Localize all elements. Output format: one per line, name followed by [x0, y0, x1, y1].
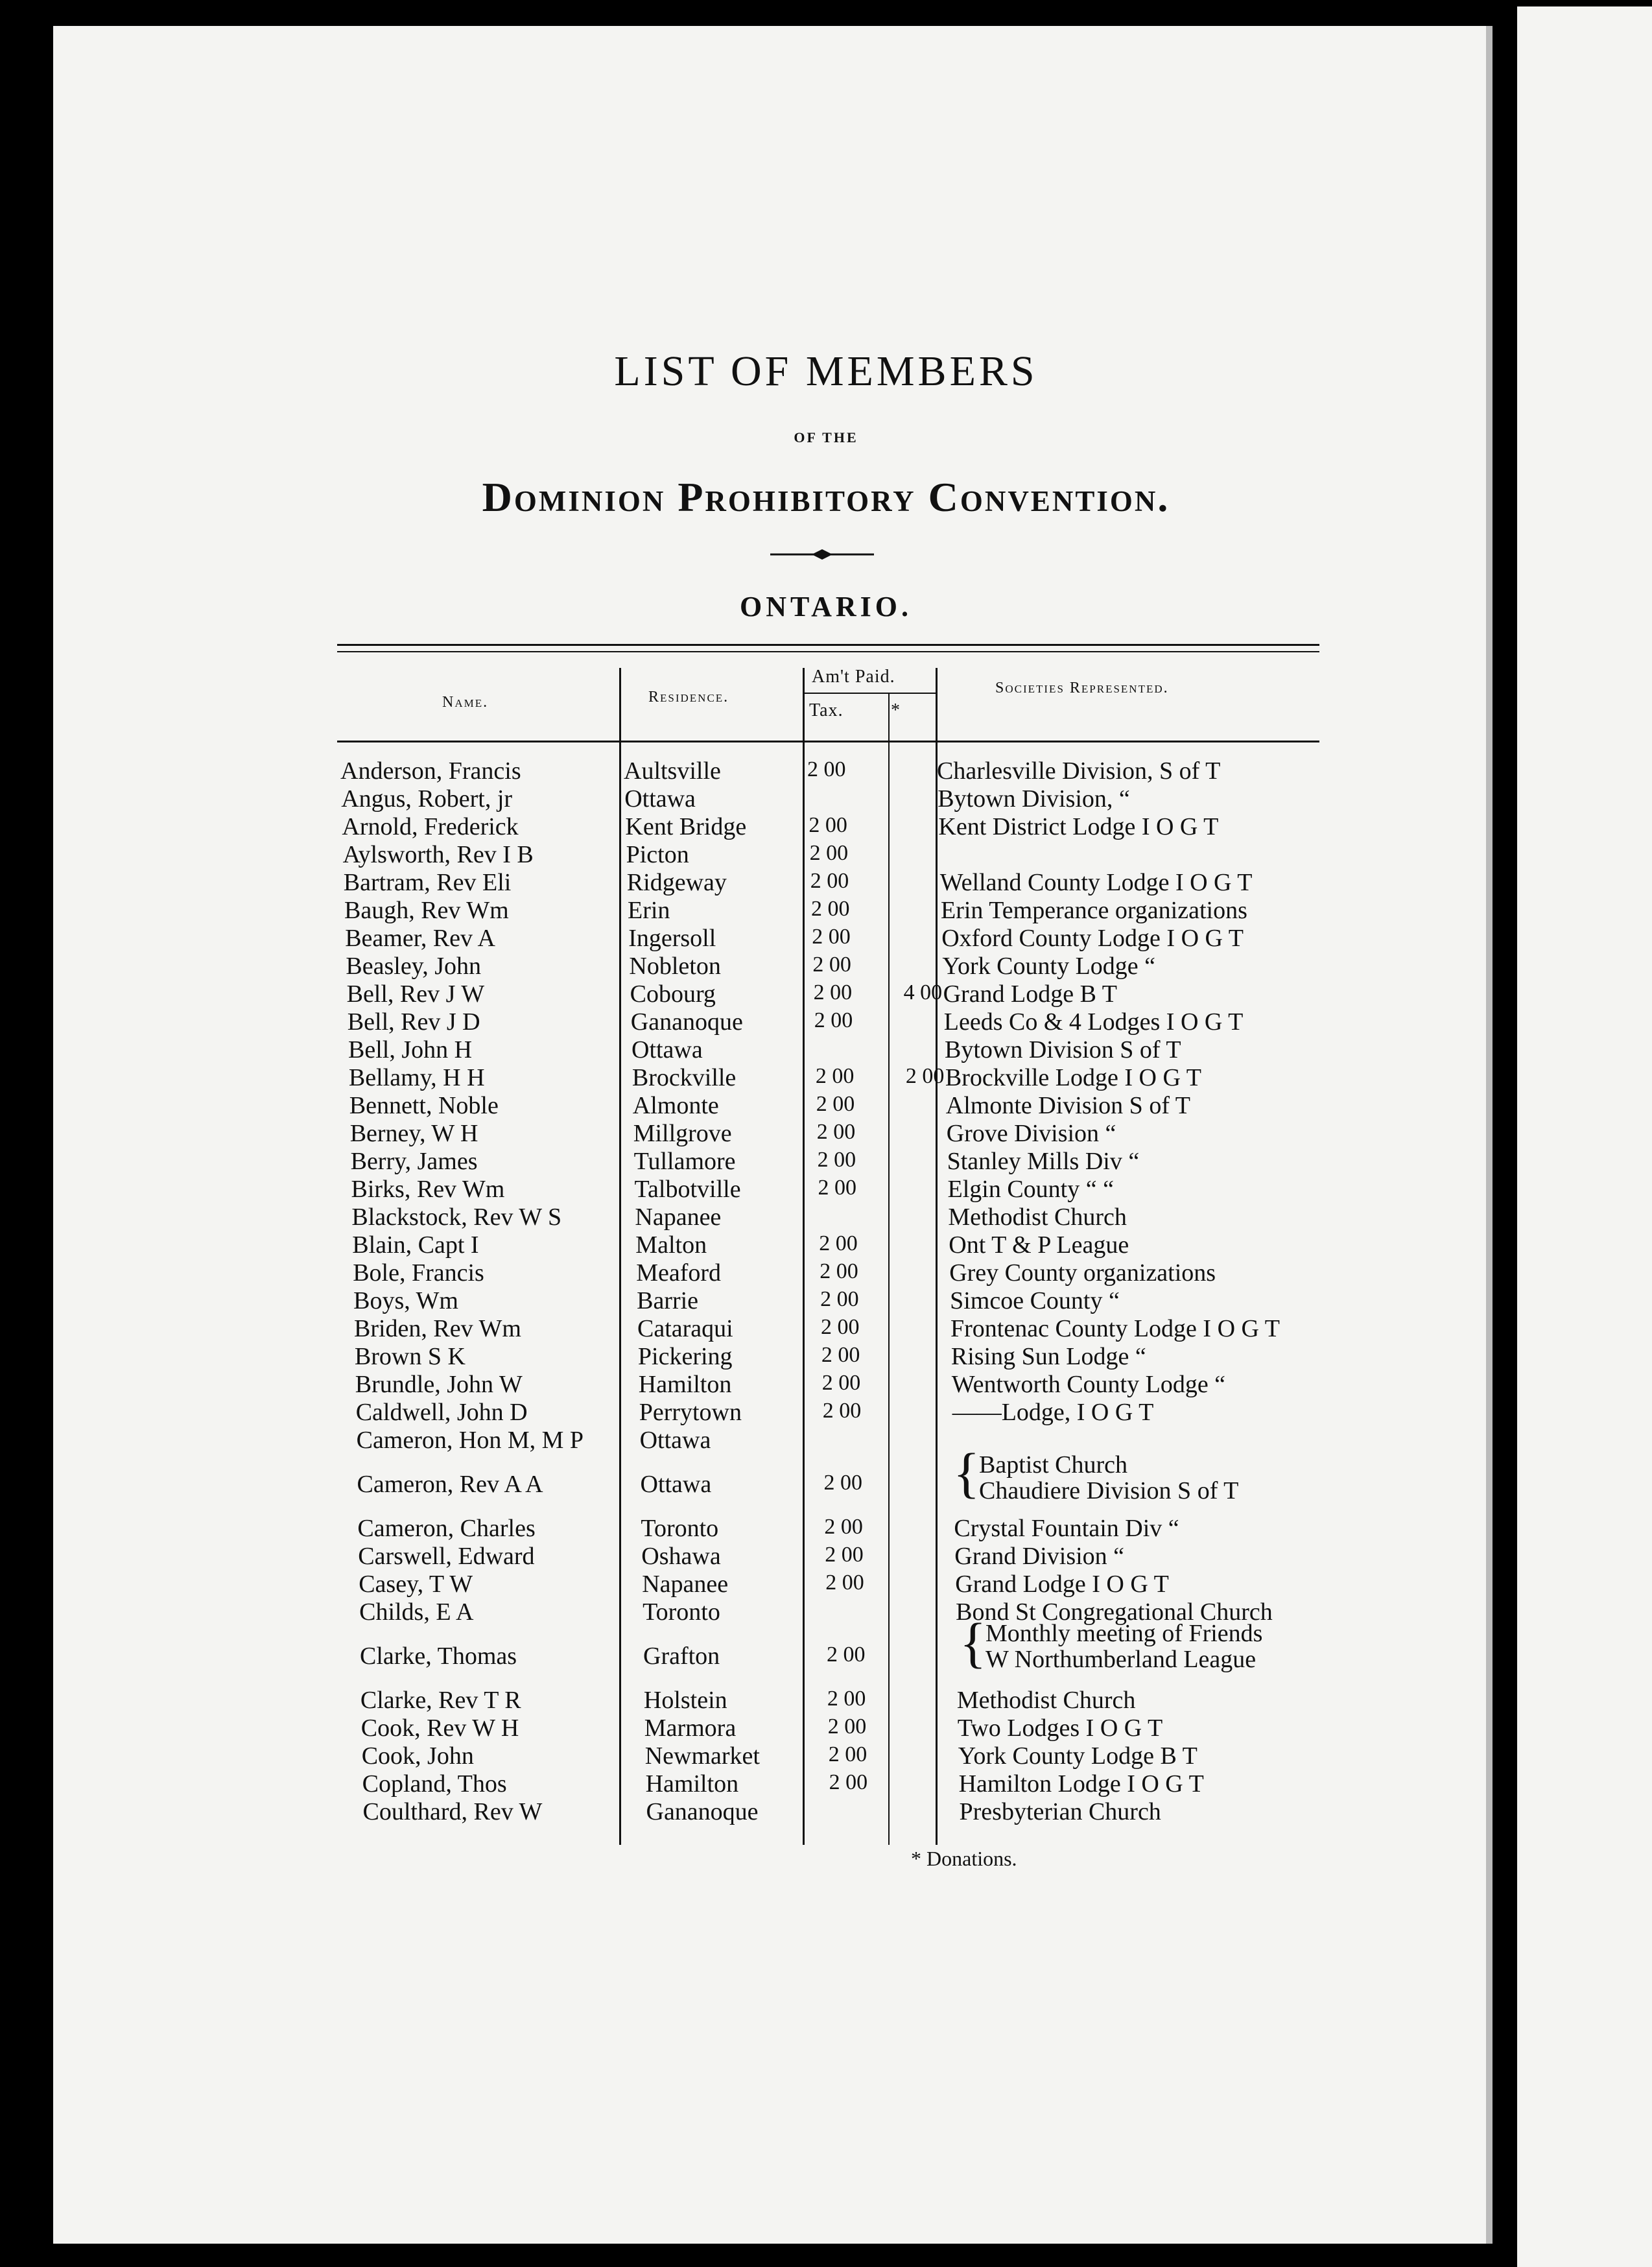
- member-society: Methodist Church: [948, 1204, 1127, 1231]
- member-society: Presbyterian Church: [959, 1798, 1161, 1825]
- member-society: Stanley Mills Div “: [947, 1148, 1140, 1175]
- member-residence: Tullamore: [633, 1148, 736, 1175]
- member-tax: 2 00: [816, 1092, 855, 1116]
- member-name: Caldwell, John D: [355, 1399, 528, 1426]
- member-residence: Malton: [635, 1231, 707, 1259]
- member-residence: Hamilton: [645, 1770, 739, 1798]
- member-society: Oxford County Lodge I O G T: [941, 925, 1244, 952]
- member-tax: 2 00: [817, 1148, 856, 1172]
- grouped-society-line: Monthly meeting of Friends: [985, 1620, 1263, 1647]
- member-name: Casey, T W: [359, 1571, 473, 1598]
- member-tax: 2 00: [810, 869, 849, 893]
- header-residence: Residence.: [648, 689, 729, 706]
- member-residence: Ottawa: [639, 1427, 711, 1454]
- table-top-rule-inner: [337, 651, 1319, 652]
- member-name: Bartram, Rev Eli: [343, 869, 512, 896]
- member-residence: Picton: [626, 841, 689, 868]
- member-donation: 2 00: [905, 1064, 945, 1088]
- member-tax: 2 00: [815, 1064, 855, 1088]
- member-name: Carswell, Edward: [358, 1543, 535, 1570]
- member-residence: Brockville: [631, 1064, 737, 1091]
- title-connector: OF THE: [794, 429, 858, 445]
- member-residence: Grafton: [643, 1643, 720, 1670]
- member-name: Childs, E A: [359, 1598, 474, 1626]
- region-heading: ONTARIO.: [740, 591, 912, 623]
- member-society: Leeds Co & 4 Lodges I O G T: [943, 1008, 1244, 1036]
- member-society: Two Lodges I O G T: [957, 1715, 1163, 1742]
- member-tax: 2 00: [811, 897, 850, 921]
- header-amount-paid: Am't Paid.: [812, 667, 895, 687]
- member-residence: Almonte: [632, 1092, 719, 1119]
- member-society: Grand Lodge I O G T: [955, 1571, 1169, 1598]
- member-tax: 2 00: [813, 980, 853, 1004]
- header-name: Name.: [442, 694, 489, 711]
- member-society: Rising Sun Lodge “: [950, 1343, 1146, 1370]
- member-name: Blackstock, Rev W S: [351, 1204, 562, 1231]
- tax-header-rule: [804, 693, 937, 694]
- member-donation: 4 00: [903, 980, 943, 1004]
- brace-icon: {: [960, 1611, 987, 1674]
- member-residence: Napanee: [642, 1571, 729, 1598]
- member-society: Grove Division “: [946, 1120, 1116, 1147]
- member-tax: 2 00: [827, 1643, 866, 1667]
- member-tax: 2 00: [820, 1287, 859, 1311]
- member-name: Baugh, Rev Wm: [344, 897, 509, 924]
- footnote-donations: * Donations.: [911, 1847, 1017, 1870]
- member-name: Cameron, Charles: [357, 1515, 536, 1542]
- member-residence: Marmora: [644, 1715, 737, 1742]
- member-name: Beasley, John: [346, 953, 482, 980]
- member-residence: Aultsville: [624, 757, 721, 785]
- column-divider-name: [619, 668, 621, 1845]
- member-name: Beamer, Rev A: [345, 925, 495, 952]
- member-name: Berney, W H: [349, 1120, 478, 1147]
- member-name: Birks, Rev Wm: [351, 1176, 505, 1203]
- brace-icon: {: [953, 1442, 980, 1504]
- member-tax: 2 00: [824, 1515, 863, 1539]
- header-societies: Societies Represented.: [995, 680, 1169, 696]
- member-name: Berry, James: [350, 1148, 478, 1175]
- member-tax: 2 00: [822, 1399, 862, 1423]
- member-name: Cameron, Hon M, M P: [356, 1427, 584, 1454]
- member-name: Bole, Francis: [353, 1259, 484, 1287]
- member-name: Cook, John: [361, 1742, 474, 1770]
- member-name: Bennett, Noble: [349, 1092, 499, 1119]
- member-society: Charlesville Division, S of T: [937, 757, 1221, 785]
- member-residence: Hamilton: [638, 1371, 732, 1398]
- member-name: Brundle, John W: [355, 1371, 523, 1398]
- member-society: Hamilton Lodge I O G T: [958, 1770, 1204, 1798]
- header-donation-mark: *: [891, 700, 901, 720]
- member-society: Simcoe County “: [950, 1287, 1120, 1314]
- member-name: Copland, Thos: [362, 1770, 507, 1798]
- member-society: Brockville Lodge I O G T: [945, 1064, 1201, 1091]
- member-name: Coulthard, Rev W: [362, 1798, 543, 1825]
- member-society: Methodist Church: [956, 1687, 1136, 1714]
- member-society: Ont T & P League: [949, 1231, 1129, 1259]
- member-residence: Toronto: [643, 1598, 720, 1626]
- member-name: Angus, Robert, jr: [341, 785, 513, 813]
- member-name: Aylsworth, Rev I B: [342, 841, 534, 868]
- member-residence: Kent Bridge: [625, 813, 747, 840]
- column-divider-paid: [936, 668, 938, 1845]
- member-society: York County Lodge “: [942, 953, 1156, 980]
- member-residence: Cobourg: [630, 980, 716, 1008]
- member-society: Wentworth County Lodge “: [951, 1371, 1226, 1398]
- column-divider-residence: [803, 668, 805, 1845]
- member-tax: 2 00: [827, 1687, 866, 1711]
- grouped-society-line: W Northumberland League: [985, 1646, 1257, 1673]
- member-name: Brown S K: [354, 1343, 466, 1370]
- member-residence: Holstein: [643, 1687, 727, 1714]
- member-name: Blain, Capt I: [352, 1231, 479, 1259]
- member-residence: Ridgeway: [626, 869, 727, 896]
- member-name: Arnold, Frederick: [342, 813, 519, 840]
- adjacent-page-edge: [1517, 6, 1652, 2267]
- header-tax: Tax.: [809, 700, 844, 720]
- member-name: Bell, John H: [348, 1036, 473, 1063]
- member-name: Bellamy, H H: [348, 1064, 485, 1091]
- member-tax: 2 00: [814, 1008, 853, 1032]
- member-tax: 2 00: [816, 1120, 856, 1144]
- column-divider-tax: [888, 694, 890, 1845]
- member-society: Grand Lodge B T: [943, 980, 1118, 1008]
- member-residence: Ottawa: [631, 1036, 703, 1063]
- member-society: Frontenac County Lodge I O G T: [950, 1315, 1280, 1342]
- member-name: Cook, Rev W H: [360, 1715, 519, 1742]
- member-tax: 2 00: [809, 841, 849, 865]
- member-tax: 2 00: [812, 953, 851, 977]
- member-tax: 2 00: [819, 1231, 858, 1255]
- member-residence: Talbotville: [634, 1176, 741, 1203]
- member-name: Briden, Rev Wm: [354, 1315, 521, 1342]
- member-tax: 2 00: [825, 1571, 864, 1595]
- member-tax: 2 00: [823, 1471, 862, 1495]
- member-residence: Newmarket: [644, 1742, 760, 1770]
- member-tax: 2 00: [812, 925, 851, 949]
- member-name: Cameron, Rev A A: [357, 1471, 543, 1498]
- member-society: Bytown Division, “: [938, 785, 1130, 813]
- member-name: Clarke, Thomas: [360, 1643, 517, 1670]
- member-residence: Cataraqui: [637, 1315, 733, 1342]
- member-society: Grand Division “: [954, 1543, 1125, 1570]
- member-residence: Toronto: [641, 1515, 719, 1542]
- member-society: Almonte Division S of T: [945, 1092, 1190, 1119]
- member-society: ——Lodge, I O G T: [952, 1399, 1154, 1426]
- member-society: Grey County organizations: [949, 1259, 1216, 1287]
- member-tax: 2 00: [829, 1770, 868, 1794]
- member-society: Welland County Lodge I O G T: [939, 869, 1253, 896]
- member-society: Kent District Lodge I O G T: [938, 813, 1219, 840]
- member-name: Anderson, Francis: [340, 757, 521, 785]
- member-residence: Ottawa: [640, 1471, 712, 1498]
- member-society: Erin Temperance organizations: [941, 897, 1247, 924]
- member-residence: Erin: [628, 897, 670, 924]
- member-tax: 2 00: [807, 757, 846, 781]
- member-name: Boys, Wm: [353, 1287, 458, 1314]
- member-residence: Meaford: [636, 1259, 722, 1287]
- member-residence: Ingersoll: [628, 925, 716, 952]
- member-name: Clarke, Rev T R: [360, 1687, 521, 1714]
- table-header-rule: [337, 741, 1319, 742]
- member-residence: Nobleton: [629, 953, 721, 980]
- member-society: Bytown Division S of T: [945, 1036, 1181, 1063]
- member-society: Bond St Congregational Church: [956, 1598, 1273, 1626]
- member-name: Bell, Rev J D: [347, 1008, 480, 1036]
- page-title: LIST OF MEMBERS: [614, 348, 1038, 395]
- member-tax: 2 00: [821, 1371, 861, 1395]
- member-society: Elgin County “ “: [947, 1176, 1114, 1203]
- member-tax: 2 00: [825, 1543, 864, 1567]
- member-residence: Perrytown: [639, 1399, 742, 1426]
- member-residence: Gananoque: [646, 1798, 759, 1825]
- member-residence: Gananoque: [630, 1008, 743, 1036]
- member-society: Crystal Fountain Div “: [954, 1515, 1179, 1542]
- member-tax: 2 00: [820, 1259, 858, 1283]
- member-residence: Pickering: [637, 1343, 733, 1370]
- convention-title: Dominion Prohibitory Convention.: [482, 474, 1170, 520]
- member-tax: 2 00: [808, 813, 847, 837]
- member-residence: Ottawa: [624, 785, 696, 813]
- grouped-society-line: Baptist Church: [979, 1451, 1128, 1478]
- member-tax: 2 00: [827, 1715, 867, 1739]
- member-tax: 2 00: [821, 1315, 860, 1339]
- member-society: York County Lodge B T: [958, 1742, 1198, 1770]
- member-tax: 2 00: [818, 1176, 856, 1200]
- member-residence: Oshawa: [641, 1543, 721, 1570]
- table-top-rule: [337, 644, 1319, 646]
- member-residence: Millgrove: [633, 1120, 732, 1147]
- member-name: Bell, Rev J W: [346, 980, 485, 1008]
- grouped-society-line: Chaudiere Division S of T: [979, 1477, 1239, 1504]
- member-residence: Napanee: [635, 1204, 722, 1231]
- ornament-rule-icon: [770, 548, 874, 561]
- member-residence: Barrie: [637, 1287, 699, 1314]
- member-tax: 2 00: [828, 1742, 867, 1766]
- member-tax: 2 00: [821, 1343, 860, 1367]
